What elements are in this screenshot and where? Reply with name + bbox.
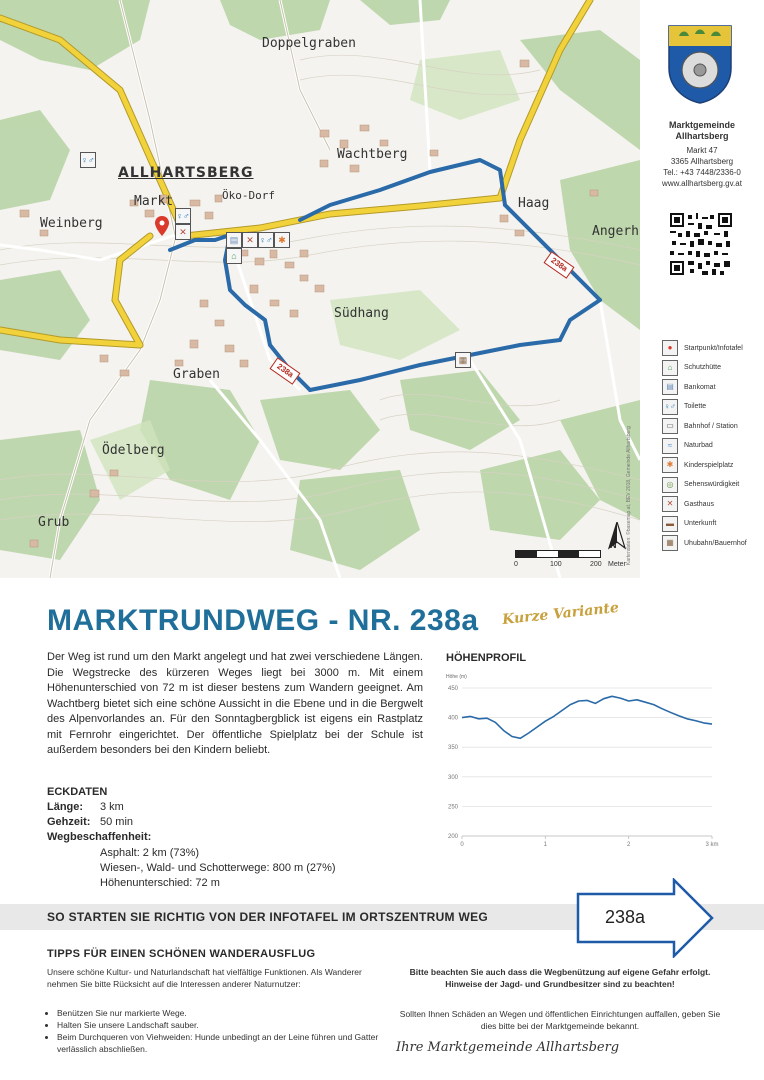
phone-number[interactable]: Tel.: +43 7448/2336-0	[663, 168, 741, 177]
north-label: N	[610, 540, 617, 550]
map-label-grub: Grub	[38, 515, 70, 530]
y-tick-label: 350	[447, 745, 458, 752]
duration-value: 50 min	[100, 816, 134, 828]
page-title: MARKTRUNDWEG - NR. 238a	[47, 604, 479, 637]
map-label-markt: Markt	[134, 194, 174, 209]
coat-of-arms-logo	[667, 24, 733, 104]
y-tick-label: 300	[447, 774, 458, 781]
chart-ylabel: Höhe (m)	[446, 674, 467, 680]
surface-label: Wegbeschaffenheit:	[47, 831, 152, 843]
y-tick-label: 250	[447, 804, 458, 811]
map-label-wachtberg: Wachtberg	[337, 147, 408, 162]
route-tag: 238a	[270, 357, 301, 385]
org-name-2: Allhartsberg	[675, 131, 729, 141]
map-label-graben: Graben	[173, 367, 220, 382]
legend-label: Sehenswürdigkeit	[684, 481, 740, 488]
list-item: • Beim Durchqueren von Viehweiden: Hunde unbedingt an der Leine führen und Gatter verlässlich abschließen.	[57, 1031, 387, 1055]
bed-icon: ▬	[662, 516, 678, 532]
elevation-profile-chart	[440, 680, 720, 852]
farm-icon[interactable]: ▦	[455, 352, 471, 368]
legend-item	[662, 477, 739, 493]
legend-item	[662, 340, 743, 356]
sight-icon: ◎	[662, 477, 678, 493]
toilet-icon: ♀♂	[662, 399, 678, 415]
map-label-doppelgraben: Doppelgraben	[262, 36, 356, 51]
list-item: • Halten Sie unsere Landschaft sauber.	[57, 1019, 387, 1031]
map-label-angerh: Angerh	[592, 224, 639, 239]
route-number: 238a	[605, 907, 646, 927]
legend-item	[662, 457, 733, 473]
eckdaten-heading: ECKDATEN	[47, 786, 108, 798]
directions-text: SO STARTEN SIE RICHTIG VON DER INFOTAFEL IM ORTSZENTRUM WEG	[47, 910, 489, 924]
map-label-weinberg: Weinberg	[40, 216, 103, 231]
y-tick-label: 200	[447, 834, 458, 840]
legend-item	[662, 496, 714, 512]
legend-item	[662, 516, 716, 532]
surface-trails: Wiesen-, Wald- und Schotterwege: 800 m (27%)	[100, 862, 336, 874]
legend-label: Bankomat	[684, 383, 716, 391]
legend-item	[662, 535, 747, 551]
legend-item	[662, 360, 721, 376]
address-line-1: Markt 47	[686, 146, 718, 155]
restaurant-icon: ✕	[662, 496, 678, 512]
tips-title: TIPPS FÜR EINEN SCHÖNEN WANDERAUSFLUG	[47, 948, 316, 960]
elevation-diff: Höhenunterschied: 72 m	[100, 877, 220, 889]
website-link[interactable]: www.allhartsberg.gv.at	[662, 179, 742, 188]
legend-item	[662, 438, 713, 454]
farm-icon: ▦	[662, 535, 678, 551]
legend-item	[662, 399, 706, 415]
scale-tick-0: 0	[514, 561, 518, 568]
legend-label: Uhubahn/Bauernhof	[684, 539, 747, 547]
hut-icon[interactable]: ⌂	[226, 248, 242, 264]
train-icon: ▭	[662, 418, 678, 434]
route-description: Der Weg ist rund um den Markt angelegt und hat zwei verschiedene Längen. Die Wegstrecke des kürzeren Weges liegt bei 3000 m. Mit einem Höhenunterschied von 72 m ist dieser bestens zum Wandern geeignet. Am Wachtberg bietet sich eine schöne Aussicht in die Ebene und in die Bergwelt des Alpenvorlandes an. Für den Sonntagbergblick ist eigens ein Rastplatz mit Fernrohr eingerichtet. Der öffentliche Spielplatz bei der Schule ist außerdem besonders bei den Kindern beliebt.	[47, 651, 423, 756]
restaurant-icon[interactable]: ✕	[175, 224, 191, 240]
damage-info: Sollten Ihnen Schäden an Wegen und öffentlichen Einrichtungen auffallen, geben Sie dies bitte bei der Marktgemeinde bekannt.	[399, 1009, 721, 1031]
scale-tick-200: 200	[590, 561, 602, 568]
legend-label: Naturbad	[684, 442, 713, 449]
tips-intro: Unsere schöne Kultur- und Naturlandschaft hat vielfältige Funktionen. Als Wanderer nehmen Sie bitte Rücksicht auf die Interessen anderer Naturnutzer:	[47, 967, 362, 989]
legend-label: Schutzhütte	[684, 364, 721, 371]
map-label-oedelberg: Ödelberg	[102, 443, 165, 458]
scale-tick-100: 100	[550, 561, 562, 568]
signature: Ihre Marktgemeinde Allhartsberg	[396, 1040, 620, 1055]
legend-item	[662, 379, 716, 395]
toilet-icon[interactable]: ♀♂	[80, 152, 96, 168]
bath-icon: ≈	[662, 438, 678, 454]
length-value: 3 km	[100, 801, 124, 813]
length-label: Länge:	[47, 801, 84, 813]
qr-code[interactable]	[670, 213, 732, 275]
legend-item	[662, 418, 738, 434]
playground-icon[interactable]: ✱	[274, 232, 290, 248]
scale-bar	[515, 550, 601, 558]
legend-label: Startpunkt/Infotafel	[684, 344, 743, 352]
page-subtitle: Kurze Variante	[501, 599, 620, 629]
scale-unit: Meter	[608, 561, 626, 568]
legend-label: Gasthaus	[684, 500, 714, 508]
surface-asphalt: Asphalt: 2 km (73%)	[100, 847, 200, 859]
direction-arrow-icon	[576, 878, 716, 958]
map-credit: Kartendaten: ©basemap.at, BEV 2018, Gemeinde Allhartsberg	[626, 426, 632, 565]
route-tag: 238a	[544, 251, 575, 279]
y-tick-label: 450	[447, 686, 458, 692]
restaurant-icon[interactable]: ✕	[242, 232, 258, 248]
chart-title: HÖHENPROFIL	[446, 652, 527, 664]
tips-list	[47, 1007, 387, 1055]
legend-label: Bahnhof / Station	[684, 422, 738, 430]
map-label-oeko-dorf: Öko-Dorf	[222, 189, 275, 202]
list-item: • Benützen Sie nur markierte Wege.	[57, 1007, 387, 1019]
map-label-suedhang: Südhang	[334, 306, 389, 321]
atm-icon[interactable]: ▤	[226, 232, 242, 248]
start-pin-icon[interactable]	[155, 216, 169, 236]
toilet-icon[interactable]: ♀♂	[258, 232, 274, 248]
hut-icon: ⌂	[662, 360, 678, 376]
x-tick-label: 1	[543, 842, 548, 848]
toilet-icon[interactable]: ♀♂	[175, 208, 191, 224]
trail-map[interactable]	[0, 0, 640, 578]
x-tick-label: 0	[460, 842, 464, 848]
org-name-1: Marktgemeinde	[668, 120, 736, 130]
x-tick-label: 2	[626, 842, 631, 848]
y-tick-label: 400	[447, 715, 458, 722]
playground-icon: ✱	[662, 457, 678, 473]
safety-warning: Bitte beachten Sie auch dass die Wegbenützung auf eigene Gefahr erfolgt. Hinweise der Jagd- und Grundbesitzer sind zu beachten!	[409, 967, 711, 989]
x-tick-label: 3 km	[705, 842, 719, 848]
map-terrain	[0, 0, 640, 578]
legend-label: Toilette	[684, 403, 707, 410]
map-label-haag: Haag	[518, 196, 550, 211]
duration-label: Gehzeit:	[47, 816, 91, 828]
atm-icon: ▤	[662, 379, 678, 395]
legend-label: Unterkunft	[684, 520, 717, 527]
pin-icon: ●	[662, 340, 678, 356]
legend-label: Kinderspielplatz	[684, 461, 734, 469]
map-label-allhartsberg: ALLHARTSBERG	[118, 165, 254, 181]
address-line-2: 3365 Allhartsberg	[670, 157, 734, 166]
